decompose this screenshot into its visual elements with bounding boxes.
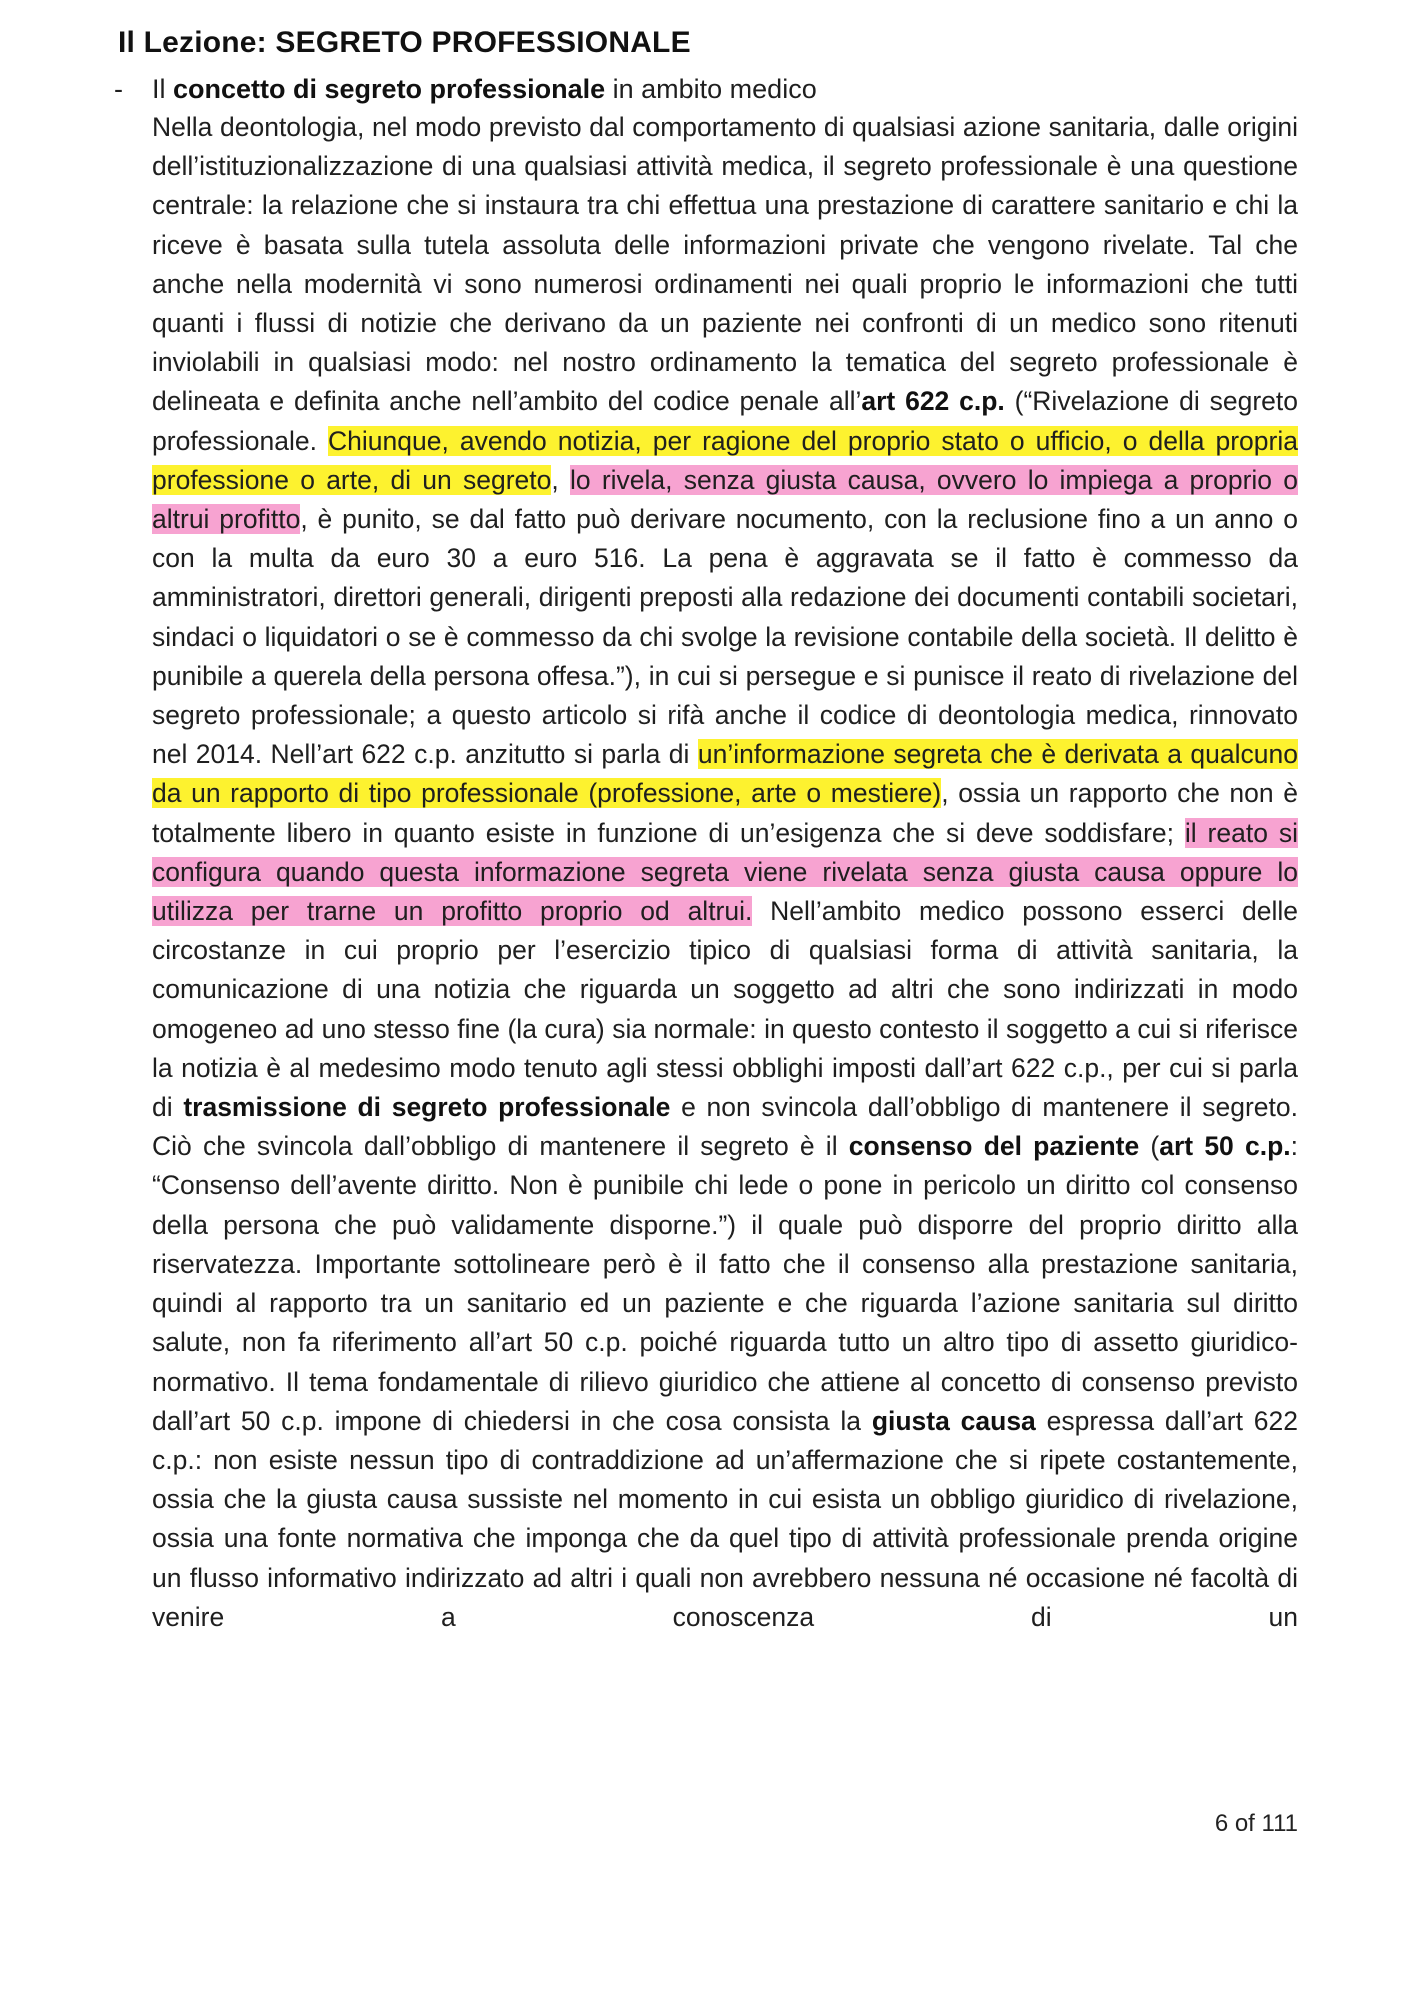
text-run: espressa dall’art 622 c.p.: non esiste nessun tipo di contraddizione ad un’affermazione che si ripete costantemente, ossia che la giusta causa sussiste nel momento in cui esista un obbligo giuridico di rivelazione, ossia una fonte normativa che imponga che da quel tipo di attività professionale prenda origine un flusso informativo indirizzato ad altri i quali non avrebbero nessuna né occasione né facoltà di venire a conoscenza di un — [152, 1405, 1298, 1632]
highlight-yellow: Chiunque, avendo notizia, per ragione del proprio stato o ufficio, o della propria professione o arte, di un segreto — [152, 425, 1298, 495]
bullet-text-post: in ambito medico — [605, 74, 817, 104]
text-run: Nella deontologia, nel modo previsto dal comportamento di qualsiasi azione sanitaria, dalle origini dell’istituzionalizzazione di una qualsiasi attività medica, il segreto professionale è una questione centrale: la relazione che si instaura tra chi effettua una prestazione di carattere sanitario e chi la riceve è basata sulla tutela assoluta delle informazioni private che vengono rivelate. Tal che anche nella modernità vi sono numerosi ordinamenti nei quali proprio le informazioni che tutti quanti i flussi di notizie che derivano da un paziente nei confronti di un medico sono ritenuti inviolabili in qualsiasi modo: nel nostro ordinamento la tematica del segreto professionale è delineata e definita anche nell’ambito del codice penale all’ — [152, 112, 1298, 417]
bold-run: trasmissione di segreto professionale — [183, 1092, 671, 1123]
bold-run: giusta causa — [871, 1405, 1036, 1436]
text-run: e non svincola dall’obbligo di mantenere il segreto. Ciò che svincola dall’obbligo di mantenere il segreto è il — [152, 1092, 1298, 1162]
page-number: 6 of 111 — [1214, 1810, 1298, 1837]
highlight-pink: il reato si configura quando questa informazione segreta viene rivelata senza giusta causa oppure lo utilizza per trarne un profitto proprio od altrui. — [152, 817, 1298, 927]
bold-run: art 50 c.p. — [1159, 1131, 1291, 1162]
text-run: , — [551, 464, 570, 495]
bold-run: consenso del paziente — [848, 1131, 1140, 1162]
highlight-yellow: un’informazione segreta che è derivata a qualcuno da un rapporto di tipo professionale (professione, arte o mestiere) — [152, 739, 1298, 809]
text-run: Nell’ambito medico possono esserci delle circostanze in cui proprio per l’esercizio tipico di qualsiasi forma di attività sanitaria, la comunicazione di una notizia che riguarda un soggetto ad altri che sono indirizzati in modo omogeneo ad uno stesso fine (la cura) sia normale: in questo contesto il soggetto a cui si riferisce la notizia è al medesimo modo tenuto agli stessi obblighi imposti dall’art 622 c.p., per cui si parla di — [152, 896, 1298, 1123]
bullet-text-pre: Il — [152, 74, 174, 104]
text-run: , è punito, se dal fatto può derivare nocumento, con la reclusione fino a un anno o con la multa da euro 30 a euro 516. La pena è aggravata se il fatto è commesso da amministratori, direttori generali, dirigenti preposti alla redazione dei documenti contabili societari, sindaci o liquidatori o se è commesso da chi svolge la revisione contabile della società. Il delitto è punibile a querela della persona offesa.”), in cui si persegue e si punisce il reato di rivelazione del segreto professionale; a questo articolo si rifà anche il codice di deontologia medica, rinnovato nel 2014. Nell’art 622 c.p. anzitutto si parla di — [152, 504, 1298, 770]
lesson-title: Il Lezione: SEGRETO PROFESSIONALE — [118, 26, 691, 59]
highlight-pink: lo rivela, senza giusta causa, ovvero lo impiega a proprio o altrui profitto — [152, 464, 1298, 535]
body-paragraph — [152, 108, 1298, 1637]
bullet-text-bold: concetto di segreto professionale — [173, 74, 606, 104]
text-run: ( — [1139, 1131, 1160, 1162]
text-run: , ossia un rapporto che non è totalmente libero in quanto esiste in funzione di un’esigenza che si deve soddisfare; — [152, 778, 1298, 848]
text-run: : “Consenso dell’avente diritto. Non è punibile chi lede o pone in pericolo un diritto col consenso della persona che può validamente disporne.”) il quale può disporre del proprio diritto alla riservatezza. Importante sottolineare però è il fatto che il consenso alla prestazione sanitaria, quindi al rapporto tra un sanitario ed un paziente e che riguarda l’azione sanitaria sul diritto salute, non fa riferimento all’art 50 c.p. poiché riguarda tutto un altro tipo di assetto giuridico-normativo. Il tema fondamentale di rilievo giuridico che attiene al concetto di consenso previsto dall’art 50 c.p. impone di chiedersi in che cosa consista la — [152, 1131, 1299, 1436]
text-run: (“Rivelazione di segreto professionale. — [152, 386, 1298, 456]
bullet-dash: - — [114, 74, 123, 104]
section-bullet — [114, 70, 817, 108]
bold-run: art 622 c.p. — [861, 386, 1005, 417]
